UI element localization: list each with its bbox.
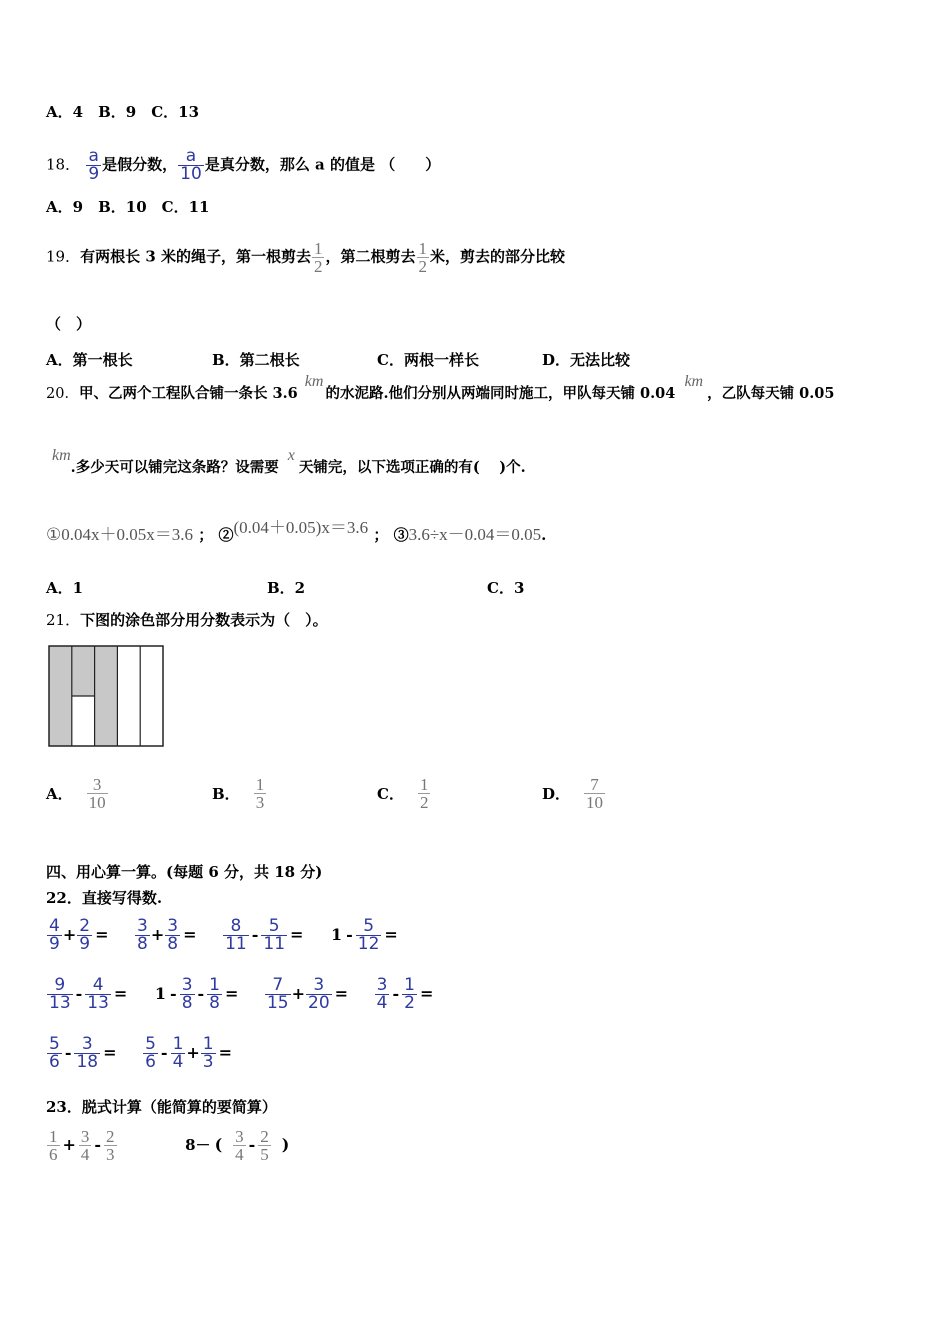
q23-title: 23．脱式计算（能简算的要简算） <box>46 1098 277 1116</box>
q21-number: 21． <box>46 611 81 629</box>
q21-shaded-col-3 <box>95 646 118 746</box>
q20-option-b: B．2 <box>267 579 306 597</box>
q19-option-b: B．第二根长 <box>212 351 300 369</box>
q19-number: 19． <box>46 247 81 266</box>
q20-text-5: 天铺完，以下选项正确的有( )个. <box>298 459 526 476</box>
q21-option-c: C． $\frac{1}{2}$ <box>377 775 429 812</box>
q22-row-3 <box>46 1036 252 1071</box>
q20-eq2: (0.04＋0.05)x＝3.6 <box>233 518 369 537</box>
q20-option-c: C．3 <box>487 579 525 597</box>
q19-stem <box>46 240 565 275</box>
q22-r1-expr-1: $\frac{4}{9}$ + $\frac{2}{9}$ = <box>49 916 109 954</box>
q20-text-1: 甲、乙两个工程队合铺一条长 3.6 <box>78 385 298 402</box>
q22-r2-expr-3: $\frac{7}{15}$ + $\frac{3}{20}$ = <box>266 975 349 1013</box>
q18-options: A．9 B．10 C．11 <box>46 198 210 216</box>
q23-expressions <box>46 1128 309 1163</box>
q21-option-d: D． $\frac{7}{10}$ <box>542 775 604 812</box>
q19-option-d: D．无法比较 <box>542 351 631 369</box>
section-4-heading: 四、用心算一算。(每题 6 分，共 18 分) <box>46 863 323 881</box>
q20-number: 20． <box>46 386 79 402</box>
q20-equations <box>46 518 547 545</box>
q20-text-2: 的水泥路.他们分别从两端同时施工，甲队每天铺 0.04 <box>325 385 676 402</box>
q22-r1-expr-3: $\frac{8}{11}$ - $\frac{5}{11}$ = <box>225 916 304 954</box>
q20-eq3-mark: ③ <box>393 526 409 544</box>
q20-unit-km-1: km <box>304 373 324 390</box>
q21-option-a-fraction: $\frac{3}{10}$ <box>88 775 106 812</box>
q22-r2-expr-2: 1 - $\frac{3}{8}$ - $\frac{1}{8}$ = <box>154 975 239 1013</box>
q22-row-1 <box>46 918 418 953</box>
q21-figure <box>48 645 164 747</box>
q20-variable-x: x <box>287 447 295 464</box>
q19-text-1: 有两根长 3 米的绳子，第一根剪去 <box>80 247 311 266</box>
q22-title: 22．直接写得数. <box>46 889 163 907</box>
q21-option-b-fraction: $\frac{1}{3}$ <box>255 775 265 812</box>
q19-option-a: A．第一根长 <box>46 351 133 369</box>
q21-option-c-fraction: $\frac{1}{2}$ <box>419 775 429 812</box>
q22-r2-expr-1: $\frac{9}{13}$ - $\frac{4}{13}$ = <box>49 975 128 1013</box>
q21-stem <box>46 610 328 630</box>
q20-unit-km-2: km <box>684 373 704 390</box>
q20-text-3: ，乙队每天铺 0.05 <box>707 385 835 402</box>
q20-text-4: .多少天可以铺完这条路？设需要 <box>70 459 279 476</box>
q21-option-a: A． $\frac{3}{10}$ <box>46 775 106 812</box>
q20-stem-line-1 <box>46 373 835 404</box>
q22-row-2 <box>46 977 453 1012</box>
q19-fraction-1: $\frac{1}{2}$ <box>313 239 323 276</box>
q23-expr-1: $\frac{1}{6}$ + $\frac{3}{4}$ - $\frac{2}{3}$ <box>49 1127 115 1164</box>
q19-fraction-2: $\frac{1}{2}$ <box>418 239 427 276</box>
q22-r1-expr-2: $\frac{3}{8}$ + $\frac{3}{8}$ = <box>137 916 197 954</box>
q17-options: A．4 B．9 C．13 <box>46 103 200 121</box>
q23-expr-2: 8－ ( $\frac{3}{4}$ - $\frac{2}{5}$ ) <box>185 1127 290 1164</box>
q18-text-1: 是假分数， <box>102 155 178 174</box>
q20-eq3: 3.6÷x－0.04＝0.05 <box>408 525 542 544</box>
q20-unit-km-3: km <box>52 447 71 464</box>
q20-sep-1: ； <box>198 526 214 544</box>
q19-option-c: C．两根一样长 <box>377 351 479 369</box>
q21-shaded-col-1 <box>49 646 72 746</box>
q19-text-2: ，第二根剪去 <box>325 247 416 266</box>
q18-number: 18． <box>46 155 81 174</box>
q22-r1-expr-4: 1 - $\frac{5}{12}$ = <box>331 916 398 954</box>
q18-stem <box>46 148 440 183</box>
q21-shaded-col-2-top <box>72 646 95 696</box>
q20-option-a: A．1 <box>46 579 84 597</box>
q19-paren: （ ） <box>46 315 92 333</box>
q18-text-2: 是真分数，那么 a 的值是 （ ） <box>204 155 441 174</box>
q21-text: 下图的涂色部分用分数表示为（ ）。 <box>80 611 328 629</box>
q18-fraction-2: $\frac{a}{10}$ <box>180 146 202 184</box>
q19-text-3: 米，剪去的部分比较 <box>430 247 566 266</box>
q20-sep-2: ； <box>373 526 389 544</box>
q20-eq1-mark: ① <box>46 525 62 544</box>
q18-fraction-1: $\frac{a}{9}$ <box>88 146 100 184</box>
q21-option-b: B． $\frac{1}{3}$ <box>212 775 265 812</box>
q20-eq1: 0.04x＋0.05x＝3.6 <box>61 525 193 544</box>
q22-r3-expr-2: $\frac{5}{6}$ - $\frac{1}{4}$ + $\frac{1}{3}$ = <box>145 1034 233 1072</box>
q22-r3-expr-1: $\frac{5}{6}$ - $\frac{3}{18}$ = <box>49 1034 117 1072</box>
q20-stem-line-2 <box>52 447 526 478</box>
q20-end: . <box>541 526 547 544</box>
q22-r2-expr-4: $\frac{3}{4}$ - $\frac{1}{2}$ = <box>376 975 434 1013</box>
q21-option-d-fraction: $\frac{7}{10}$ <box>586 775 604 812</box>
q20-eq2-mark: ② <box>218 526 234 544</box>
